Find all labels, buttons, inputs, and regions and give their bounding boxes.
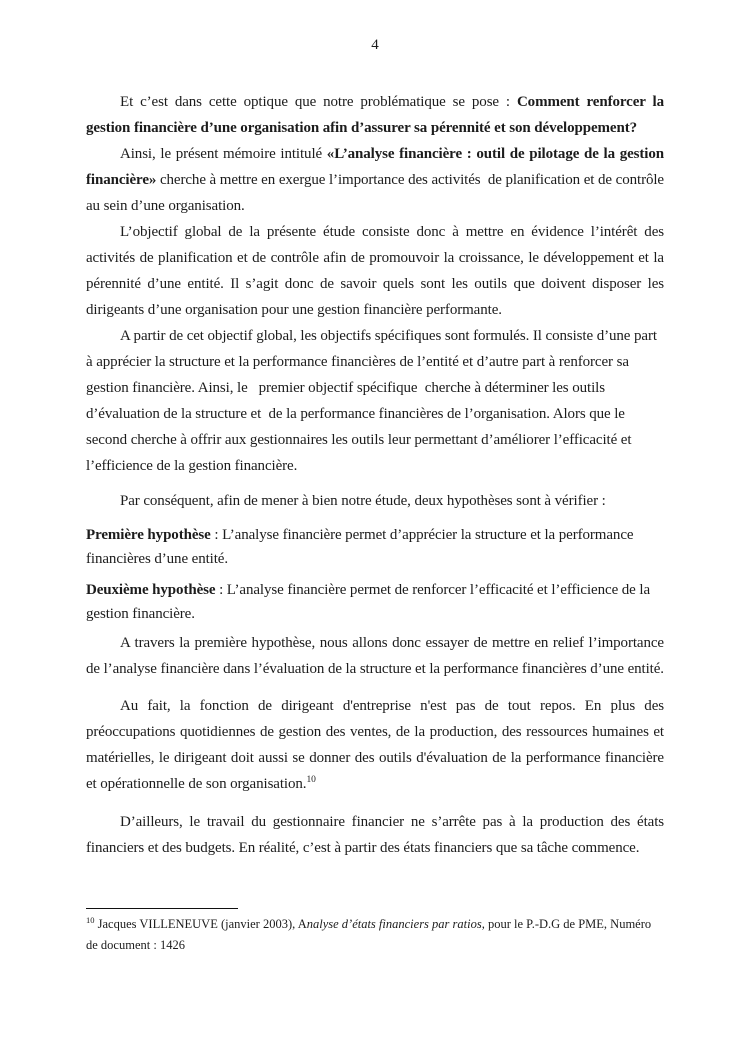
text-run-italic: nalyse d’états financiers par ratios, <box>306 917 485 931</box>
paragraph-objectifs-specifiques <box>86 323 664 479</box>
paragraph-gestionnaire-financier <box>86 809 668 861</box>
text-run-bold: Première hypothèse <box>86 527 211 543</box>
text-run: : L’analyse financière permet d’apprécier la structure et la performance financières d’une entité. <box>86 527 638 567</box>
paragraph-role-dirigeant <box>86 693 668 797</box>
footnote <box>86 914 664 956</box>
paragraph-objectif-global <box>86 219 668 323</box>
text-run-bold: Deuxième hypothèse <box>86 582 216 598</box>
text-run: Ainsi, le présent mémoire intitulé <box>120 146 327 162</box>
text-run: A partir de cet objectif global, les objectifs spécifiques sont formulés. Il consiste d’une part à apprécier la structure et la performance financières de l’entité et d’autre part à renforcer sa gestion financière. Ainsi, le premier objectif spécifique cherche à déterminer les outils d’évaluation de la structure et de la performance financières de l’organisation. Alors que le second cherche à offrir aux gestionnaires les outils leur permettant d’améliorer l’efficacité et l’efficience de la gestion financière. <box>86 328 661 474</box>
text-run: : L’analyse financière permet de renforcer l’efficacité et l’efficience de la gestion financière. <box>86 582 654 622</box>
paragraph-deuxieme-hypothese <box>86 578 664 626</box>
text-run: L’objectif global de la présente étude consiste donc à mettre en évidence l’intérêt des activités de planification et de contrôle afin de promouvoir la croissance, le développement et la pérennité d’une entité. Il s’agit donc de savoir quels sont les outils que doivent disposer les dirigeants d’une organisation pour une gestion financière performante. <box>86 224 668 318</box>
text-run: cherche à mettre en exergue l’importance des activités de planification et de contrôle au sein d’une organisation. <box>86 172 668 214</box>
text-run: D’ailleurs, le travail du gestionnaire financier ne s’arrête pas à la production des états financiers et des budgets. En réalité, c’est à partir des états financiers que sa tâche commence. <box>86 814 668 856</box>
footnote-area <box>86 908 664 956</box>
paragraph-premiere-hypothese-detail <box>86 630 672 682</box>
paragraph-titre-memoire <box>86 141 668 219</box>
paragraph-hypotheses-intro <box>86 488 664 514</box>
page-number: 4 <box>371 37 379 53</box>
text-run: Au fait, la fonction de dirigeant d'entreprise n'est pas de tout repos. En plus des préoccupations quotidiennes de gestion des ventes, de la production, des ressources humaines et matérielles, le dirigeant doit aussi se donner des outils d'évaluation de la performance financière et opérationnelle de son organisation. <box>86 698 668 792</box>
text-run: Et c’est dans cette optique que notre problématique se pose : <box>120 94 517 110</box>
paragraph-problematique <box>86 89 668 141</box>
text-run-bold: Comment renforcer la gestion financière d’une organisation afin d’assurer sa pérennité et son développement? <box>86 94 668 136</box>
text-run: A <box>297 917 307 931</box>
paragraph-premiere-hypothese <box>86 523 664 571</box>
text-run: pour le P.-D.G de PME, Numéro de document : 1426 <box>86 917 655 952</box>
footnote-reference: 10 <box>306 775 316 785</box>
text-run: Jacques VILLENEUVE (janvier 2003), <box>94 917 298 931</box>
text-run: A travers la première hypothèse, nous allons donc essayer de mettre en relief l’importance de l’analyse financière dans l’évaluation de la structure et la performance financières d’une entité. <box>86 635 672 677</box>
footnote-separator <box>86 908 238 909</box>
footnote-marker: 10 <box>86 914 95 925</box>
text-run: Par conséquent, afin de mener à bien notre étude, deux hypothèses sont à vérifier : <box>120 493 606 509</box>
text-run-bold: «L’analyse financière : outil de pilotage de la gestion financière» <box>86 146 668 188</box>
